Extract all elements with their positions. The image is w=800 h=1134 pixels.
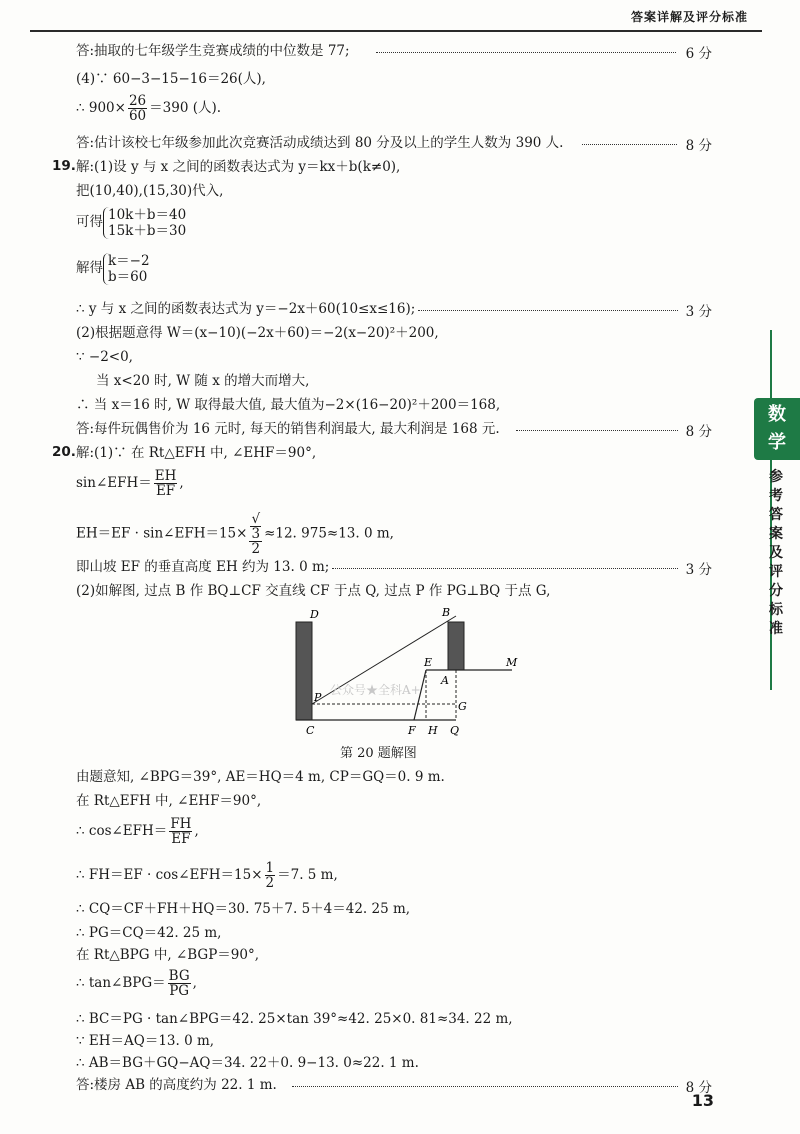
figure-20 — [290, 604, 530, 739]
page-number: 13 — [691, 1091, 714, 1110]
line-11: ∵ −2<0, — [76, 349, 133, 365]
score-leader — [332, 568, 678, 569]
score-8b: 8 分 — [685, 424, 712, 440]
score-leader — [418, 310, 678, 311]
label-d: D — [310, 608, 319, 621]
line-17: EH＝EF · sin∠EFH＝15× √ 3 2 ≈12. 975≈13. 0 m, — [76, 511, 394, 557]
line-23: ∴ FH＝EF · cos∠EFH＝15× $\frac{1}{2}$ ＝7. 5 m, — [76, 860, 338, 891]
score-3b: 3 分 — [685, 562, 712, 578]
line-02: (4)∵ 60−3−15−16＝26(人), — [76, 71, 266, 87]
line-19: (2)如解图, 过点 B 作 BQ⊥CF 交直线 CF 于点 Q, 过点 P 作 PG⊥BQ 于点 G, — [76, 583, 551, 599]
line-30: ∴ AB＝BG＋GQ−AQ＝34. 22＋0. 9−13. 0≈22. 1 m. — [76, 1055, 419, 1071]
header-title: 答案详解及评分标准 — [630, 10, 748, 24]
line-15: 解:(1)∵ 在 Rt△EFH 中, ∠EHF＝90°, — [76, 445, 317, 461]
line-01: 答:抽取的七年级学生竞赛成绩的中位数是 77; — [76, 43, 350, 59]
line-25: ∴ PG＝CQ＝42. 25 m, — [76, 925, 222, 941]
line-06: 把(10,40),(15,30)代入, — [76, 183, 224, 199]
line-13: ∴ 当 x＝16 时, W 取得最大值, 最大值为−2×(16−20)²＋200＝168, — [76, 397, 501, 413]
label-q: Q — [450, 724, 460, 737]
line-22: ∴ cos∠EFH＝ $\frac{FH}{EF}$ , — [76, 816, 199, 847]
line-20: 由题意知, ∠BPG＝39°, AE＝HQ＝4 m, CP＝GQ＝0. 9 m. — [76, 769, 445, 785]
label-a: A — [441, 674, 449, 687]
line-21: 在 Rt△EFH 中, ∠EHF＝90°, — [76, 793, 262, 809]
line-08: 解得 k＝−2 b＝60 — [76, 252, 150, 285]
score-leader — [582, 144, 677, 145]
figure-caption: 第 20 题解图 — [340, 746, 417, 761]
question-20-number: 20. — [52, 444, 76, 460]
score-leader — [516, 430, 678, 431]
line-05: 解:(1)设 y 与 x 之间的函数表达式为 y＝kx＋b(k≠0), — [76, 159, 401, 175]
label-b: B — [442, 606, 451, 619]
question-19-number: 19. — [52, 158, 76, 174]
line-24: ∴ CQ＝CF＋FH＋HQ＝30. 75＋7. 5＋4＝42. 25 m, — [76, 901, 411, 917]
line-10: (2)根据题意得 W＝(x−10)(−2x＋60)＝−2(x−20)²＋200, — [76, 325, 439, 341]
line-18: 即山坡 EF 的垂直高度 EH 约为 13. 0 m; — [76, 559, 330, 575]
line-03: ∴ 900× $\frac{26}{60}$ ＝390 (人). — [76, 93, 222, 124]
label-p: P — [314, 691, 322, 704]
building-d — [296, 622, 312, 720]
label-g: G — [458, 700, 467, 713]
label-h: H — [428, 724, 438, 737]
line-16: sin∠EFH＝ $\frac{EH}{EF}$ , — [76, 468, 184, 499]
subject-label: 数学 — [768, 404, 786, 453]
line-09: ∴ y 与 x 之间的函数表达式为 y＝−2x＋60(10≤x≤16); — [76, 301, 416, 317]
line-29: ∵ EH＝AQ＝13. 0 m, — [76, 1033, 215, 1049]
label-e: E — [424, 656, 433, 669]
line-28: ∴ BC＝PG · tan∠BPG＝42. 25×tan 39°≈42. 25×0. 81≈34. 22 m, — [76, 1011, 513, 1027]
line-31: 答:楼房 AB 的高度约为 22. 1 m. — [76, 1077, 277, 1093]
line-26: 在 Rt△BPG 中, ∠BGP＝90°, — [76, 947, 259, 963]
building-ab — [448, 622, 464, 670]
side-vertical-label: 参 考 答 案 及 评 分 标 准 — [769, 469, 783, 637]
label-f: F — [408, 724, 416, 737]
score-leader — [376, 52, 676, 53]
line-07: 可得 10k＋b＝40 15k＋b＝30 — [76, 206, 187, 239]
watermark: 公众号★全科A+ — [330, 683, 421, 697]
subject-tab — [754, 398, 800, 460]
header-rule — [30, 30, 762, 32]
label-c: C — [306, 724, 315, 737]
score-3a: 3 分 — [685, 304, 712, 320]
line-27: ∴ tan∠BPG＝ $\frac{BG}{PG}$ , — [76, 968, 197, 999]
score-8c: 8 分 — [685, 1080, 712, 1096]
score-6: 6 分 — [685, 46, 712, 62]
score-leader — [292, 1086, 678, 1087]
line-04: 答:估计该校七年级参加此次竞赛活动成绩达到 80 分及以上的学生人数为 390 人. — [76, 135, 564, 151]
score-8a: 8 分 — [685, 138, 712, 154]
line-14: 答:每件玩偶售价为 16 元时, 每天的销售利润最大, 最大利润是 168 元. — [76, 421, 500, 437]
label-m: M — [506, 656, 518, 669]
line-12: 当 x<20 时, W 随 x 的增大而增大, — [96, 373, 310, 389]
